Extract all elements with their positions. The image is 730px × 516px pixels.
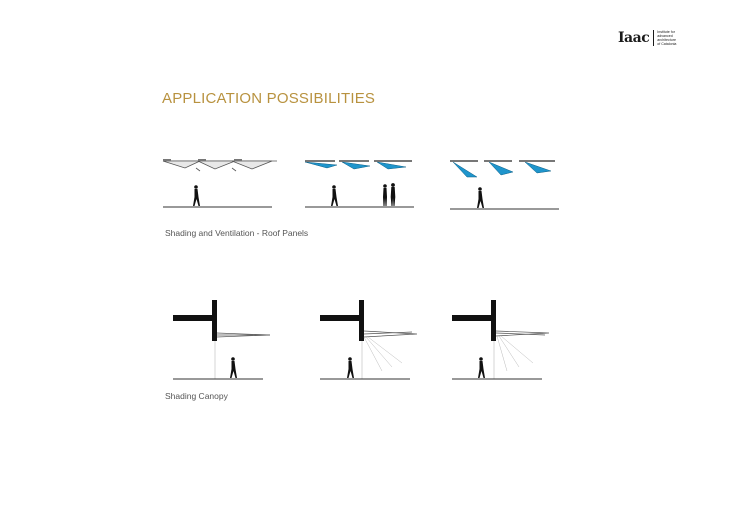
logo-text-line: advanced (657, 34, 673, 38)
logo-text-line: architecture (657, 38, 676, 42)
person-walking-icon (193, 185, 200, 206)
canopy-caption: Shading Canopy (165, 391, 228, 401)
roof-panels-closed-diagram (160, 155, 280, 215)
people-standing-icon (383, 183, 395, 206)
canopy-closed-diagram (165, 295, 290, 385)
logo-text-line: Institute for (657, 30, 675, 34)
person-walking-icon (477, 187, 484, 208)
canopy-partial-diagram (312, 295, 437, 385)
iaac-logo (618, 30, 676, 46)
person-walking-icon (331, 185, 338, 206)
roof-panels-open-diagram (447, 155, 567, 215)
logo-divider (653, 30, 654, 46)
logo-text-line: of Catalonia (657, 42, 677, 46)
roof-panels-half-open-diagram (302, 155, 422, 215)
person-walking-icon (230, 357, 237, 378)
roof-panels-caption: Shading and Ventilation - Roof Panels (165, 228, 309, 238)
logo-mark: Iaac (618, 30, 650, 46)
person-walking-icon (478, 357, 485, 378)
canopy-open-diagram (447, 295, 572, 385)
logo-text (657, 30, 676, 46)
page-title: APPLICATION POSSIBILITIES (162, 90, 376, 107)
person-walking-icon (347, 357, 354, 378)
